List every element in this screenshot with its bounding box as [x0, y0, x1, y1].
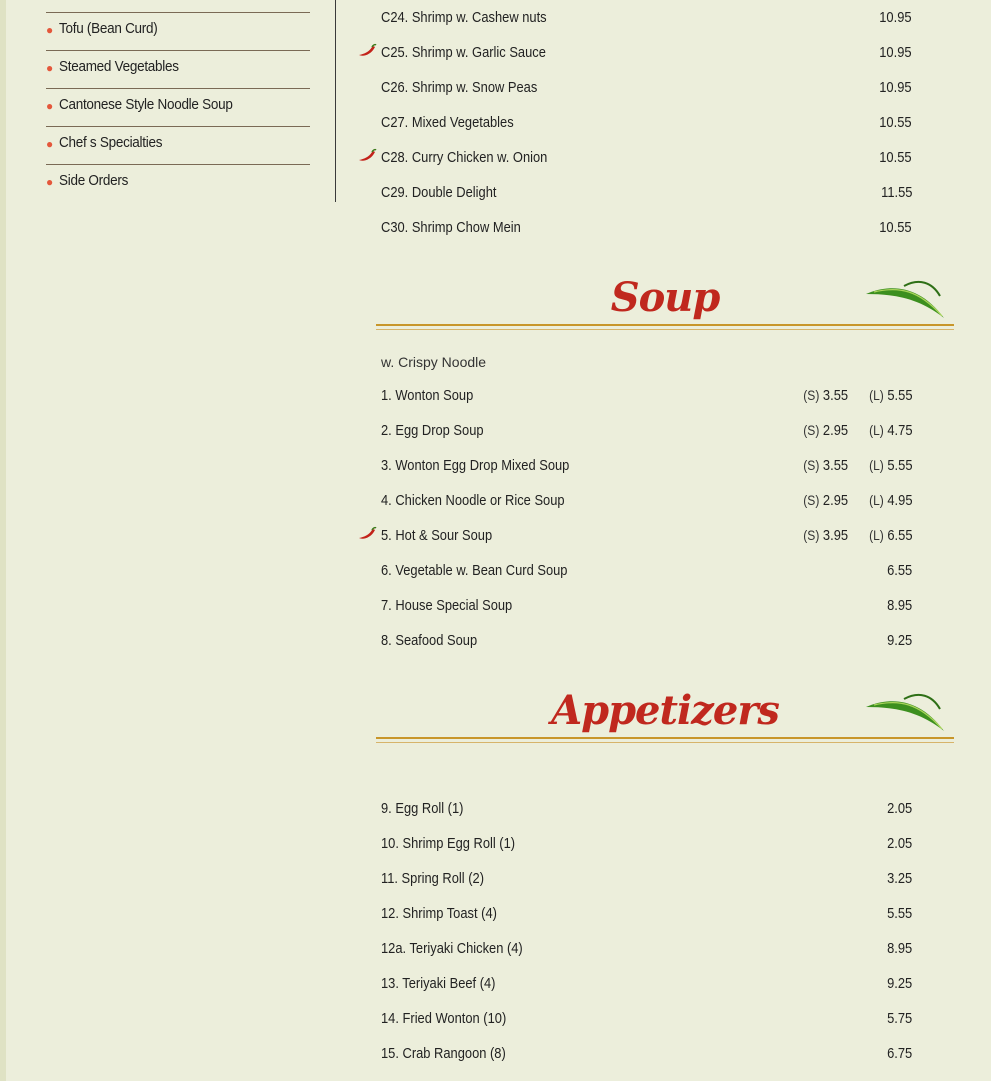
leaf-icon: [864, 685, 950, 733]
sidebar-vertical-divider: [335, 0, 336, 202]
page-left-border: [0, 0, 6, 1081]
menu-item-price: 6.55: [886, 562, 912, 579]
bullet-icon: ●: [46, 61, 53, 75]
menu-item-name: 3. Wonton Egg Drop Mixed Soup: [381, 457, 570, 474]
menu-item-name: 14. Fried Wonton (10): [381, 1010, 507, 1027]
small-price: (S) 3.95: [803, 527, 848, 544]
menu-item-price: 10.95: [879, 44, 912, 61]
menu-item-name: 7. House Special Soup: [381, 597, 513, 614]
sidebar-item-label[interactable]: Side Orders: [59, 172, 129, 189]
menu-item: [381, 967, 912, 1002]
soup-note: w. Crispy Noodle: [381, 354, 487, 370]
menu-item: [381, 519, 912, 554]
section-rule: [376, 324, 954, 326]
menu-item: [381, 1037, 912, 1072]
sidebar-item-noodle-soup[interactable]: [46, 89, 310, 127]
menu-item: [381, 449, 912, 484]
menu-item-name: C27. Mixed Vegetables: [381, 114, 514, 131]
menu-item-name: 13. Teriyaki Beef (4): [381, 975, 496, 992]
menu-item: [381, 624, 912, 659]
small-price: (S) 2.95: [803, 492, 848, 509]
menu-item-name: C29. Double Delight: [381, 184, 497, 201]
section-title: Appetizers: [551, 687, 779, 734]
menu-item: [381, 932, 912, 967]
section-rule: [376, 742, 954, 743]
menu-item-name: 15. Crab Rangoon (8): [381, 1045, 506, 1062]
large-price: (L) 4.95: [868, 492, 912, 509]
menu-item: [381, 176, 912, 211]
menu-item-name: 4. Chicken Noodle or Rice Soup: [381, 492, 565, 509]
menu-item-price: 10.95: [879, 79, 912, 96]
menu-item-name: C26. Shrimp w. Snow Peas: [381, 79, 538, 96]
menu-item-price: 10.55: [879, 149, 912, 166]
menu-item: [381, 484, 912, 519]
menu-item: [381, 1002, 912, 1037]
small-price: (S) 3.55: [803, 457, 848, 474]
large-price: (L) 5.55: [868, 457, 912, 474]
menu-item-name: 12. Shrimp Toast (4): [381, 905, 497, 922]
menu-item: [381, 897, 912, 932]
small-price: (S) 2.95: [803, 422, 848, 439]
menu-item: [381, 554, 912, 589]
menu-item: [381, 862, 912, 897]
menu-item-name: 1. Wonton Soup: [381, 387, 474, 404]
sidebar-item-label[interactable]: Chef s Specialties: [59, 134, 163, 151]
section-rule: [376, 329, 954, 330]
menu-item-name: C28. Curry Chicken w. Onion: [381, 149, 548, 166]
menu-item-price: 10.55: [879, 219, 912, 236]
section-rule: [376, 737, 954, 739]
menu-item-price: 5.75: [886, 1010, 912, 1027]
menu-item-name: 9. Egg Roll (1): [381, 800, 464, 817]
large-price: (L) 5.55: [868, 387, 912, 404]
menu-item-name: 10. Shrimp Egg Roll (1): [381, 835, 516, 852]
chili-pepper-icon: [357, 526, 377, 542]
menu-item: [381, 36, 912, 71]
menu-item-price: 2.05: [886, 835, 912, 852]
menu-item-price: 9.25: [886, 975, 912, 992]
menu-item: [381, 827, 912, 862]
sidebar-item-chef-specialties[interactable]: [46, 127, 310, 165]
menu-item-name: 5. Hot & Sour Soup: [381, 527, 493, 544]
menu-item-price: 5.55: [886, 905, 912, 922]
section-title: Soup: [610, 274, 720, 321]
menu-item-price: 8.95: [886, 940, 912, 957]
sidebar-item-side-orders[interactable]: [46, 165, 310, 203]
menu-item-price: 8.95: [886, 597, 912, 614]
menu-item-name: 8. Seafood Soup: [381, 632, 478, 649]
sidebar-item-label[interactable]: Tofu (Bean Curd): [59, 20, 158, 37]
menu-item: [381, 71, 912, 106]
menu-item-price: 3.25: [886, 870, 912, 887]
menu-item-name: C25. Shrimp w. Garlic Sauce: [381, 44, 546, 61]
menu-item: [381, 379, 912, 414]
appetizers-section-header: [376, 685, 954, 745]
bullet-icon: ●: [46, 23, 53, 37]
menu-item-price: 11.55: [880, 184, 912, 201]
menu-item-price: 2.05: [886, 800, 912, 817]
sidebar-item-steamed-vegetables[interactable]: [46, 51, 310, 89]
soup-section-header: [376, 272, 954, 332]
large-price: (L) 6.55: [868, 527, 912, 544]
menu-item-price: 10.55: [879, 114, 912, 131]
chili-pepper-icon: [357, 43, 377, 59]
menu-item-name: 2. Egg Drop Soup: [381, 422, 484, 439]
sidebar-item-tofu[interactable]: [46, 13, 310, 51]
bullet-icon: ●: [46, 175, 53, 189]
menu-item-price: 6.75: [886, 1045, 912, 1062]
menu-item-name: 12a. Teriyaki Chicken (4): [381, 940, 523, 957]
bullet-icon: ●: [46, 137, 53, 151]
menu-item-name: 11. Spring Roll (2): [381, 870, 485, 887]
menu-item: [381, 589, 912, 624]
menu-item: [381, 141, 912, 176]
menu-item-name: C30. Shrimp Chow Mein: [381, 219, 521, 236]
sidebar-item-label[interactable]: Cantonese Style Noodle Soup: [59, 96, 233, 113]
chili-pepper-icon: [357, 148, 377, 164]
bullet-icon: ●: [46, 99, 53, 113]
menu-item: [381, 414, 912, 449]
menu-item: [381, 792, 912, 827]
sidebar-item-cut: [46, 0, 310, 13]
menu-item-name: 6. Vegetable w. Bean Curd Soup: [381, 562, 568, 579]
menu-item-price: 9.25: [886, 632, 912, 649]
large-price: (L) 4.75: [868, 422, 912, 439]
small-price: (S) 3.55: [803, 387, 848, 404]
menu-item: [381, 1, 912, 36]
menu-item: [381, 106, 912, 141]
menu-item-price: 10.95: [879, 9, 912, 26]
menu-item-name: C24. Shrimp w. Cashew nuts: [381, 9, 547, 26]
leaf-icon: [864, 272, 950, 320]
sidebar-item-label[interactable]: Steamed Vegetables: [59, 58, 179, 75]
menu-item: [381, 211, 912, 246]
